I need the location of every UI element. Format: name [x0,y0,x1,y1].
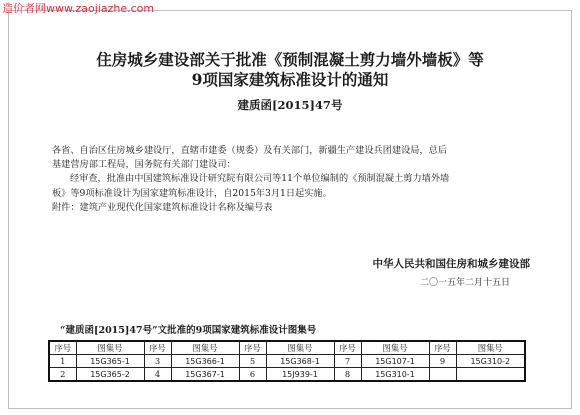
notice-title-line-1: 住房城乡建设部关于批准《预制混凝土剪力墙外墙板》等 [96,50,484,69]
row-index-cell: 3 [144,355,171,368]
table-header-row [49,341,525,355]
header-cell-index: 序号 [239,341,266,355]
atlas-number-cell: 15G365-1 [76,355,144,368]
attachment-line: 附件：建筑产业现代化国家建筑标准设计名称及编号表 [52,201,273,213]
atlas-number-cell: 15G107-1 [361,355,429,368]
table-caption: “建质函[2015]47号”文批准的9项国家建筑标准设计图集号 [60,325,317,336]
row-index-cell: 5 [239,355,266,368]
atlas-number-table [48,340,526,382]
row-index-cell: 1 [49,355,76,368]
atlas-number-cell: 15J939-1 [266,368,334,382]
row-index-cell: 6 [239,368,266,382]
header-cell-index: 序号 [49,341,76,355]
notice-title-line-2: 9项国家建筑标准设计的通知 [191,70,389,89]
header-cell-index: 序号 [429,341,456,355]
table-row [49,355,525,368]
addressee-line-2: 基建营房部工程局，国务院有关部门建设司： [52,159,236,171]
header-cell-index: 序号 [334,341,361,355]
row-index-cell: 8 [334,368,361,382]
row-index-cell: 9 [429,355,456,368]
atlas-number-cell: 15G310-2 [456,355,525,368]
issuing-authority: 中华人民共和国住房和城乡建设部 [372,258,530,270]
addressee-line-1: 各省、自治区住房城乡建设厅，直辖市建委（规委）及有关部门，新疆生产建设兵团建设局，总后 [52,145,448,156]
atlas-number-cell: 15G365-2 [76,368,144,382]
atlas-number-cell: 15G367-1 [171,368,239,382]
notice-body [52,144,540,215]
header-cell-number: 图集号 [171,341,239,355]
row-index-cell: 7 [334,355,361,368]
row-index-cell: 4 [144,368,171,382]
table-row [49,368,525,382]
header-cell-number: 图集号 [456,341,525,355]
atlas-number-cell [456,368,525,382]
header-cell-number: 图集号 [266,341,334,355]
header-cell-number: 图集号 [361,341,429,355]
document-number: 建质函[2015]47号 [237,98,343,112]
atlas-number-cell: 15G366-1 [171,355,239,368]
approval-paragraph-line-2: 板》等9项标准设计为国家建筑标准设计，自2015年3月1日起实施。 [52,187,332,199]
header-cell-index: 序号 [144,341,171,355]
row-index-cell: 2 [49,368,76,382]
site-watermark: 造价者网www.zaojiazhe.com [2,2,155,15]
row-index-cell [429,368,456,382]
atlas-number-cell: 15G310-1 [361,368,429,382]
approval-paragraph-line-1: 经审查，批准由中国建筑标准设计研究院有限公司等11个单位编制的《预制混凝土剪力墙外墙 [70,173,450,185]
issue-date: 二〇一五年二月十五日 [419,278,510,288]
atlas-number-cell: 15G368-1 [266,355,334,368]
header-cell-number: 图集号 [76,341,144,355]
